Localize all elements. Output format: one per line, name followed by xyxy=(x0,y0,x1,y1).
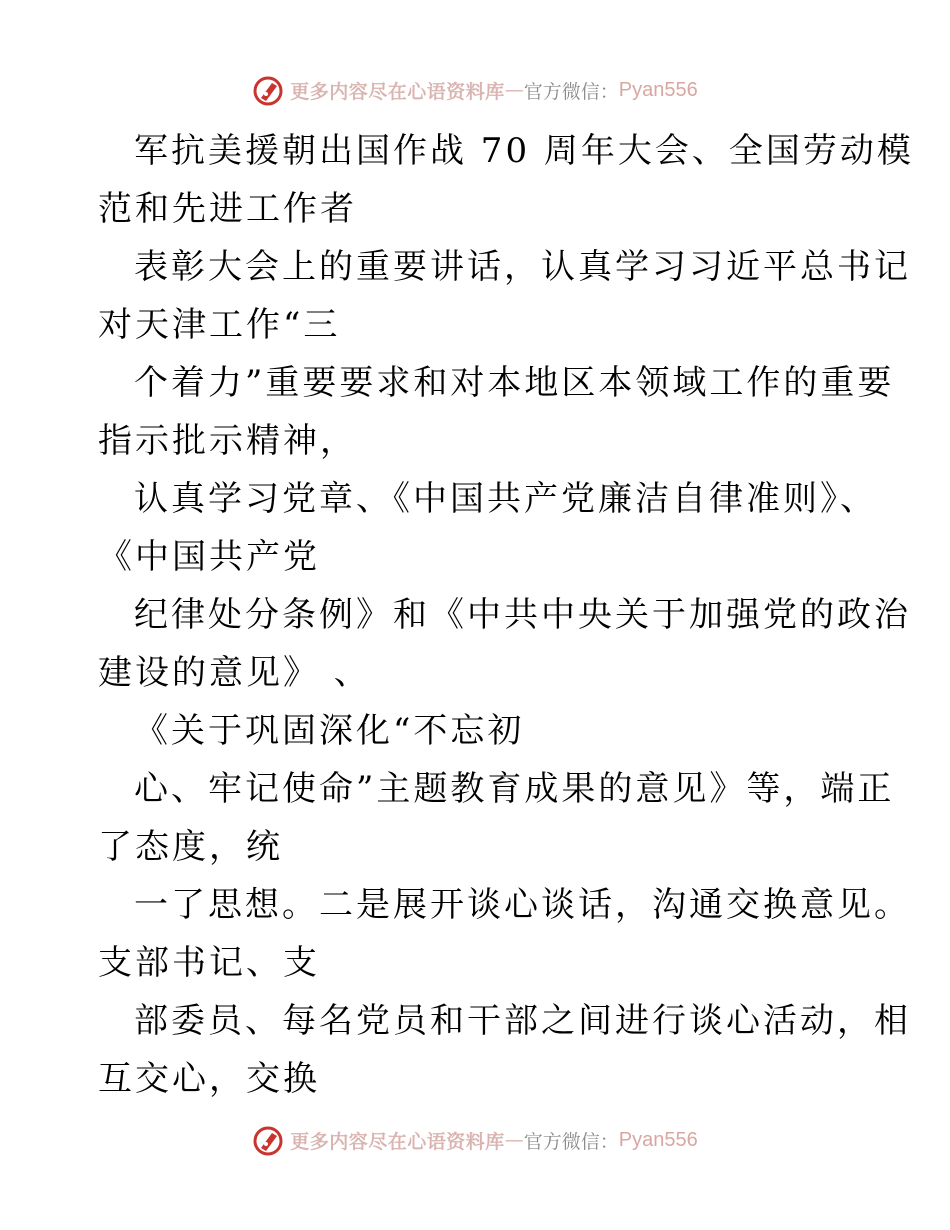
text-line: 范和先进工作者 xyxy=(98,189,357,229)
text-line: 了态度，统 xyxy=(98,827,283,867)
text-line: 指示批示精神， xyxy=(98,421,357,461)
banner-main-text: 更多内容尽在心语资料库 xyxy=(290,1130,505,1153)
text-line: 心、牢记使命”主题教育成果的意见》等，端正 xyxy=(134,769,895,809)
text-line: 《中国共产党 xyxy=(98,537,320,577)
text-line: 对天津工作“三 xyxy=(98,305,341,345)
document-body xyxy=(98,122,914,1108)
banner-wechat-id: Pyan556 xyxy=(618,78,698,101)
text-line: 互交心，交换 xyxy=(98,1059,320,1099)
text-line: 表彰大会上的重要讲话，认真学习习近平总书记 xyxy=(134,247,911,287)
text-line: 一了思想。二是展开谈心谈话，沟通交换意见。 xyxy=(134,885,911,925)
pen-nib-logo-icon xyxy=(252,74,284,106)
banner-separator: — xyxy=(504,1129,524,1151)
header-banner xyxy=(0,70,950,110)
banner-wechat-id: Pyan556 xyxy=(618,1128,698,1151)
text-line: 个着力”重要要求和对本地区本领域工作的重要 xyxy=(134,363,895,403)
banner-wechat-label: 官方微信： xyxy=(523,1130,619,1153)
text-line: 支部书记、支 xyxy=(98,943,320,983)
banner-main-text: 更多内容尽在心语资料库 xyxy=(290,80,505,103)
text-line: 纪律处分条例》和《中共中央关于加强党的政治 xyxy=(134,595,911,635)
text-line: 部委员、每名党员和干部之间进行谈心活动，相 xyxy=(134,1001,911,1041)
pen-nib-logo-icon xyxy=(252,1124,284,1156)
text-line: 建设的意见》 、 xyxy=(98,653,371,693)
text-line: 认真学习党章、《中国共产党廉洁自律准则》、 xyxy=(134,479,877,519)
text-line: 军抗美援朝出国作战 70 周年大会、全国劳动模 xyxy=(134,131,914,171)
footer-banner xyxy=(0,1120,950,1160)
banner-wechat-label: 官方微信： xyxy=(523,80,619,103)
banner-separator: — xyxy=(504,79,524,101)
text-line: 《关于巩固深化“不忘初 xyxy=(134,711,525,751)
